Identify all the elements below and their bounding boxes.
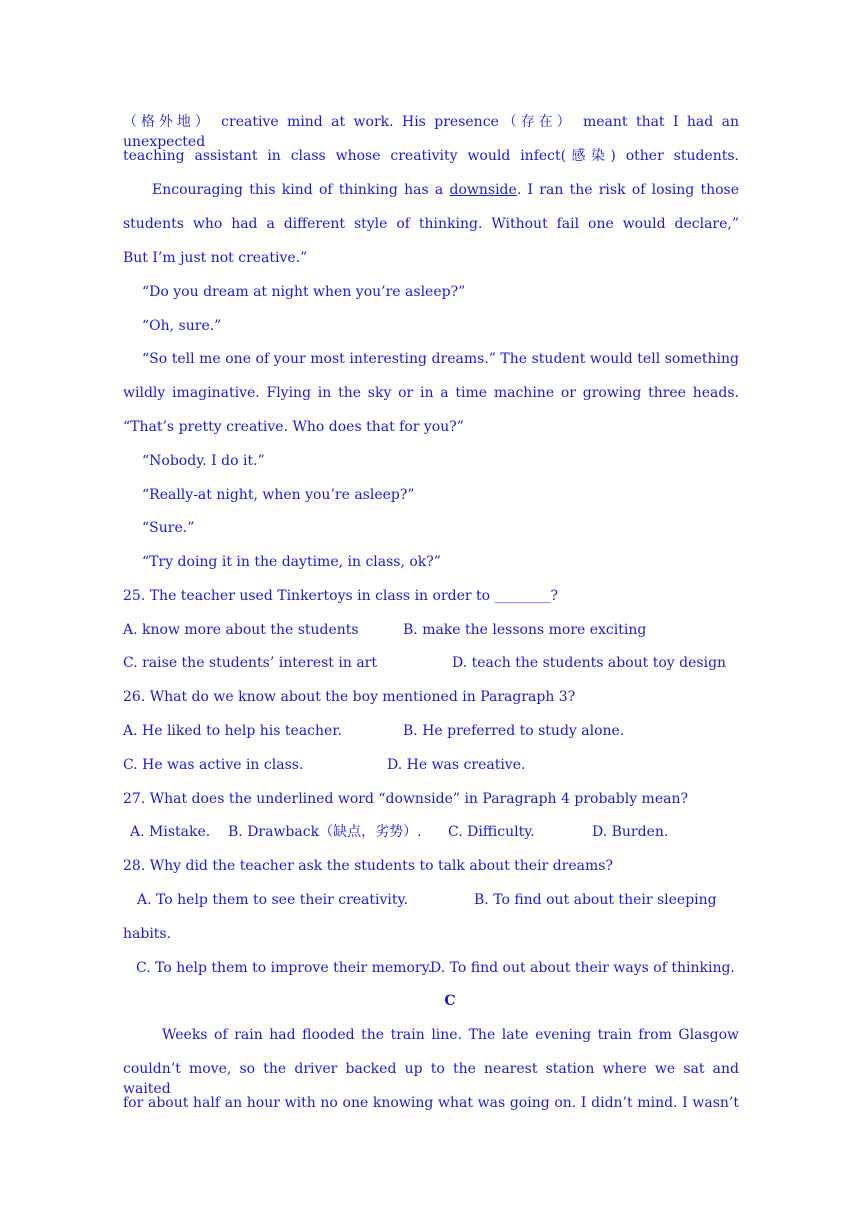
question-26-stem: 26. What do we know about the boy mentioned in Paragraph 3? [123,689,576,705]
passage-b-line-1: （格外地） creative mind at work. His presence（存在） meant that I had an unexpected [123,114,739,150]
dialogue-line-1: “Do you dream at night when you’re asleep?” [142,284,466,300]
question-26-option-a: A. He liked to help his teacher. [123,723,342,739]
passage-b-line-10: “That’s pretty creative. Who does that for you?” [123,419,464,435]
passage-b-line-9: wildly imaginative. Flying in the sky or in a time machine or growing three heads. [123,385,739,401]
dialogue-line-2: “Oh, sure.” [142,318,222,334]
passage-b-paragraph-4-start [152,180,739,200]
question-28-option-d: D. To find out about their ways of thinking. [430,960,735,976]
passage-c-heading: C [444,993,456,1009]
dialogue-line-7: “Try doing it in the daytime, in class, ok?” [142,554,441,570]
question-27-stem: 27. What does the underlined word “downside” in Paragraph 4 probably mean? [123,791,688,807]
question-25-option-d: D. teach the students about toy design [452,655,727,671]
question-27-option-c: C. Difficulty. [448,824,535,840]
dialogue-line-4: “Nobody. I do it.” [142,453,265,469]
question-25-option-c: C. raise the students’ interest in art [123,655,377,671]
paragraph-4-text-after: . I ran the risk of losing those [516,182,739,198]
passage-c-line-1: Weeks of rain had flooded the train line. The late evening train from Glasgow [162,1027,739,1043]
passage-b-line-2: teaching assistant in class whose creativity would infect(感染) other students. [123,148,739,164]
dialogue-line-5: “Really-at night, when you’re asleep?” [142,487,415,503]
question-28-option-a: A. To help them to see their creativity. [137,892,409,908]
question-28-option-c: C. To help them to improve their memory. [136,960,433,976]
passage-b-line-4: students who had a different style of thinking. Without fail one would declare,” [123,216,739,232]
question-27-option-d: D. Burden. [592,824,669,840]
paragraph-4-text-before: Encouraging this kind of thinking has a [152,182,450,198]
question-28-option-b-continuation: habits. [123,926,172,942]
passage-b-line-5: But I’m just not creative.” [123,250,308,266]
question-28-option-b: B. To find out about their sleeping [474,892,717,908]
dialogue-line-3: “So tell me one of your most interesting dreams.” The student would tell something [142,351,739,367]
question-25-option-a: A. know more about the students [123,622,359,638]
question-28-stem: 28. Why did the teacher ask the students to talk about their dreams? [123,858,613,874]
question-27-option-a: A. Mistake. [130,824,211,840]
question-25-stem: 25. The teacher used Tinkertoys in class in order to ________? [123,588,559,604]
question-26-option-c: C. He was active in class. [123,757,304,773]
question-26-option-b: B. He preferred to study alone. [403,723,625,739]
passage-c-line-2: couldn’t move, so the driver backed up to the nearest station where we sat and waited [123,1061,739,1097]
question-27-option-b: B. Drawback（缺点，劣势）. [228,824,422,840]
question-26-option-d: D. He was creative. [387,757,526,773]
question-25-option-b: B. make the lessons more exciting [403,622,647,638]
dialogue-line-6: “Sure.” [142,520,195,536]
underlined-word-downside: downside [449,182,517,198]
passage-c-line-3: for about half an hour with no one knowing what was going on. I didn’t mind. I wasn’t [123,1095,739,1111]
